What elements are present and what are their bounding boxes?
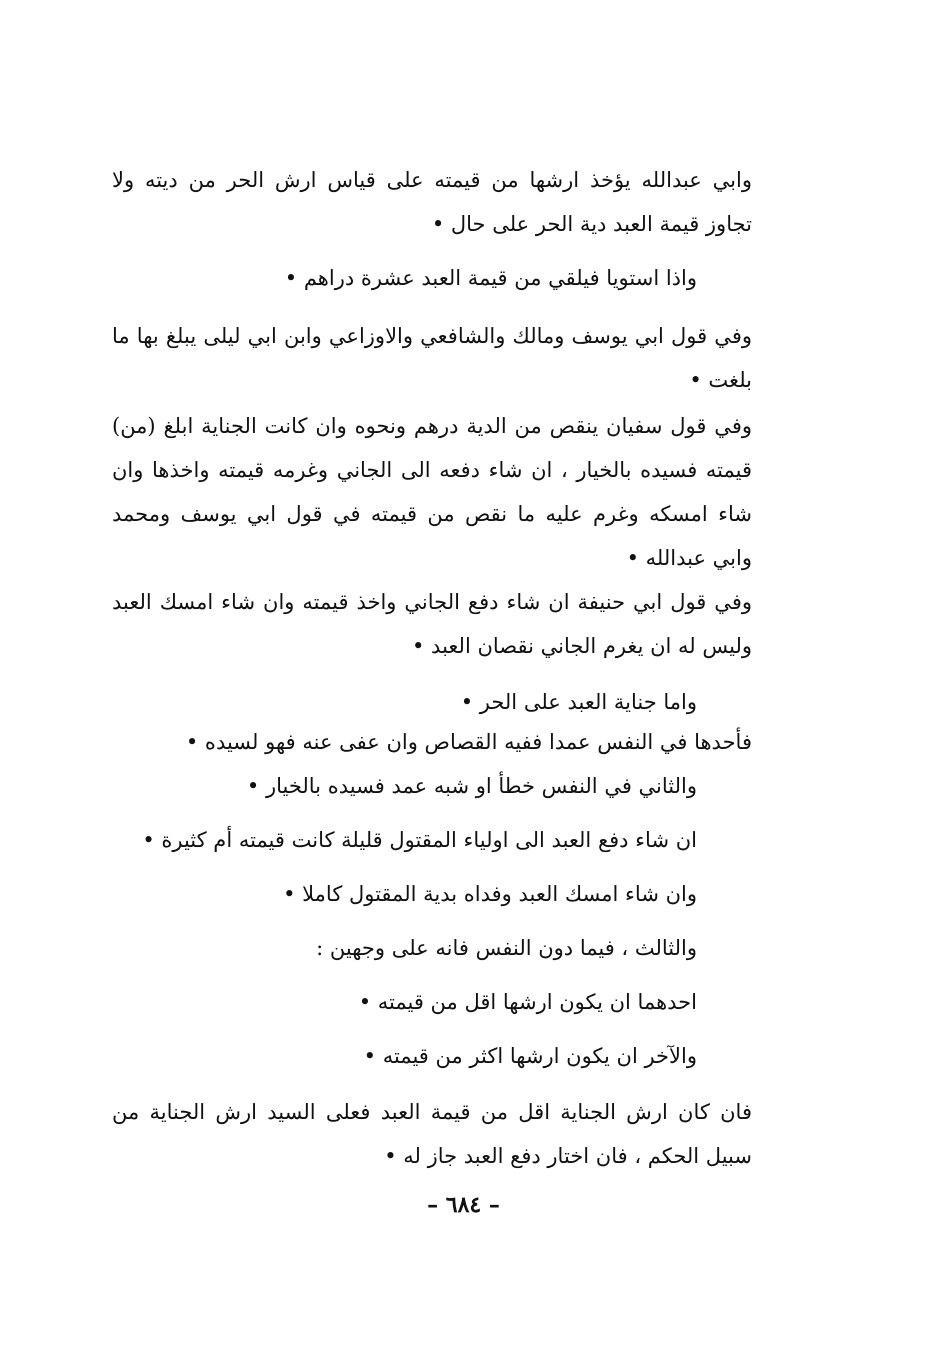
paragraph-3: وفي قول ابي يوسف ومالك والشافعي والاوزاعي وابن ابي ليلى يبلغ بها ما بلغت •	[112, 324, 752, 392]
line-option-surrender: ان شاء دفع العبد الى اولياء المقتول قليلة كانت قيمته أم كثيرة •	[142, 828, 697, 852]
line-first-case: فأحدها في النفس عمدا ففيه القصاص وان عفى عنه فهو لسيده •	[185, 730, 752, 754]
line-aspect-one: احدهما ان يكون ارشها اقل من قيمته •	[358, 990, 697, 1014]
paragraph-5: وفي قول ابي حنيفة ان شاء دفع الجاني واخذ قيمته وان شاء امسك العبد وليس له ان يغرم الجاني نقصان العبد •	[112, 590, 752, 658]
line-slave-crime-heading: واما جناية العبد على الحر •	[460, 690, 697, 714]
paragraph-2: واذا استويا فيلقي من قيمة العبد عشرة دراهم •	[284, 266, 697, 290]
paragraph-6: فان كان ارش الجناية اقل من قيمة العبد فعلى السيد ارش الجناية من سبيل الحكم ، فان اختار دفع العبد جاز له •	[112, 1100, 752, 1168]
line-option-ransom: وان شاء امسك العبد وفداه بدية المقتول كاملا •	[283, 882, 697, 906]
line-third-case: والثالث ، فيما دون النفس فانه على وجهين :	[316, 936, 697, 960]
line-second-case: والثاني في النفس خطأ او شبه عمد فسيده بالخيار •	[246, 774, 697, 798]
paragraph-1: وابي عبدالله يؤخذ ارشها من قيمته على قياس ارش الحر من ديته ولا تجاوز قيمة العبد دية الحر على حال •	[112, 168, 752, 236]
line-aspect-two: والآخر ان يكون ارشها اكثر من قيمته •	[363, 1044, 697, 1068]
page-number: – ٦٨٤ –	[427, 1192, 500, 1218]
paragraph-4: وفي قول سفيان ينقص من الدية درهم ونحوه وان كانت الجناية ابلغ (من) قيمته فسيده بالخيار ، ان شاء دفعه الى الجاني وغرمه قيمته واخذها وان شاء امسكه وغرم عليه ما نقص من قيمته في قول ابي يوسف ومحمد وابي عبدالله •	[112, 414, 752, 570]
